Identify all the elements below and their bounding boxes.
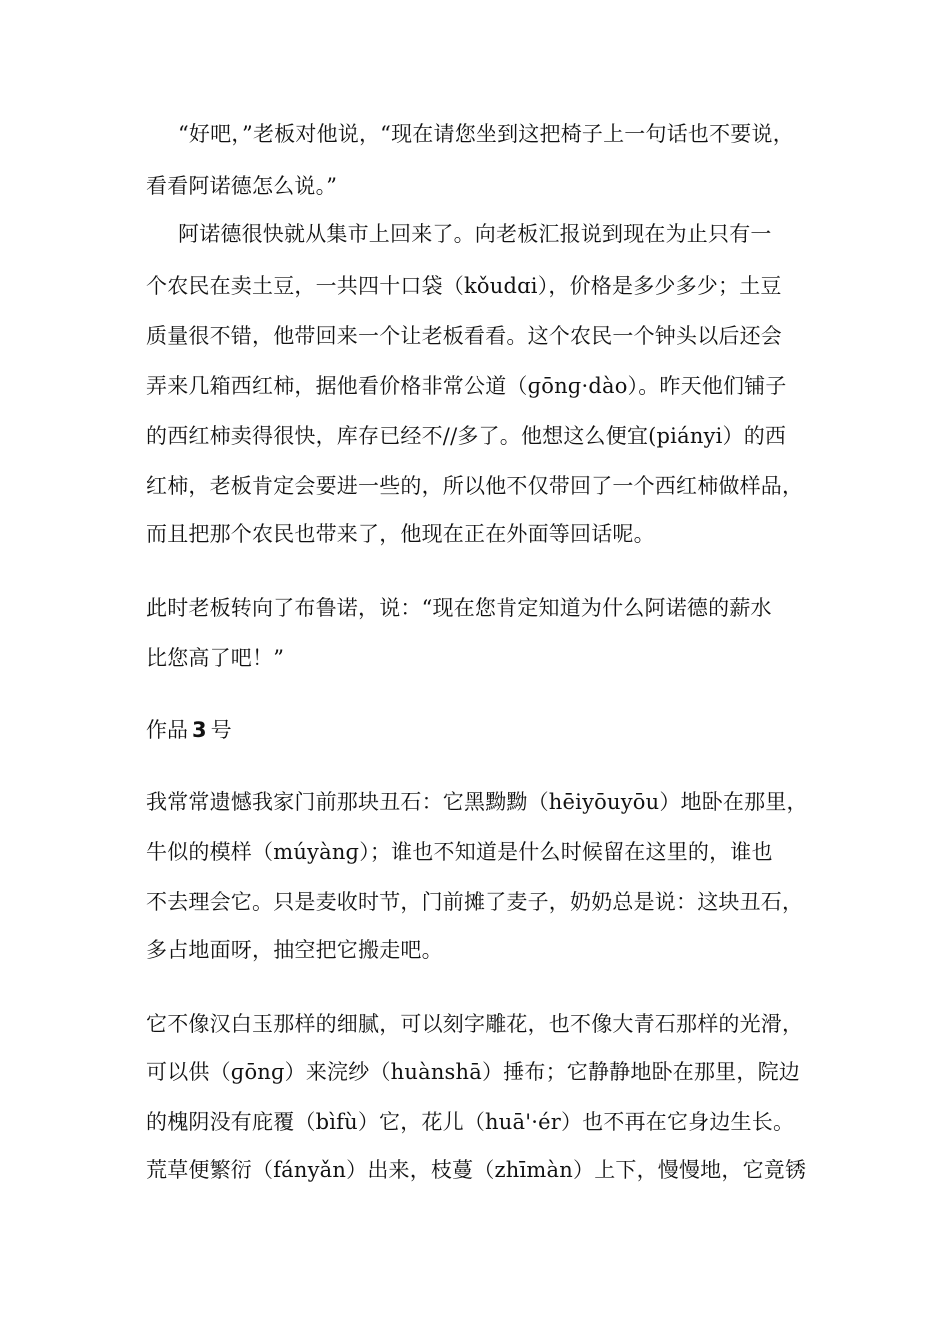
paragraph-1-line-1: “好吧，”老板对他说，“现在请您坐到这把椅子上一句话也不要说， xyxy=(178,122,794,146)
paragraph-2-line-2: 个农民在卖土豆，一共四十口袋（kǒudɑi），价格是多少多少；土豆 xyxy=(146,274,782,298)
paragraph-5-line-4: 荒草便繁衍（fányǎn）出来，枝蔓（zhīmàn）上下，慢慢地，它竟锈 xyxy=(146,1158,807,1182)
paragraph-2-line-1: 阿诺德很快就从集市上回来了。向老板汇报说到现在为止只有一 xyxy=(178,222,772,246)
paragraph-5-line-3: 的槐阴没有庇覆（bìfù）它，花儿（huā'·ér）也不再在它身边生长。 xyxy=(146,1110,795,1134)
paragraph-4-line-1: 我常常遗憾我家门前那块丑石：它黑黝黝（hēiyōuyōu）地卧在那里， xyxy=(146,790,808,814)
paragraph-2-line-3: 质量很不错，他带回来一个让老板看看。这个农民一个钟头以后还会 xyxy=(146,324,782,348)
paragraph-2-line-6: 红柿，老板肯定会要进一些的，所以他不仅带回了一个西红柿做样品， xyxy=(146,474,804,498)
paragraph-5-line-2: 可以供（ɡōnɡ）来浣纱（huànshā）捶布；它静静地卧在那里，院边 xyxy=(146,1060,800,1084)
section-heading-suffix: 号 xyxy=(210,718,232,742)
paragraph-3-line-1: 此时老板转向了布鲁诺，说：“现在您肯定知道为什么阿诺德的薪水 xyxy=(146,596,772,620)
paragraph-1-line-2: 看看阿诺德怎么说。” xyxy=(146,174,338,198)
paragraph-3-line-2: 比您高了吧！” xyxy=(146,646,285,670)
paragraph-2-line-4: 弄来几箱西红柿，据他看价格非常公道（ɡōnɡ·dào）。昨天他们铺子 xyxy=(146,374,787,398)
section-heading xyxy=(146,716,232,744)
paragraph-4-line-3: 不去理会它。只是麦收时节，门前摊了麦子，奶奶总是说：这块丑石， xyxy=(146,890,804,914)
paragraph-5-line-1: 它不像汉白玉那样的细腻，可以刻字雕花，也不像大青石那样的光滑， xyxy=(146,1012,804,1036)
paragraph-4-line-2: 牛似的模样（múyànɡ）；谁也不知道是什么时候留在这里的，谁也 xyxy=(146,840,773,864)
section-heading-number: 3 xyxy=(192,718,207,742)
paragraph-4-line-4: 多占地面呀，抽空把它搬走吧。 xyxy=(146,938,443,962)
section-heading-prefix: 作品 xyxy=(146,718,188,742)
paragraph-2-line-7: 而且把那个农民也带来了，他现在正在外面等回话呢。 xyxy=(146,522,655,546)
paragraph-2-line-5: 的西红柿卖得很快，库存已经不//多了。他想这么便宜(piányi）的西 xyxy=(146,424,787,448)
